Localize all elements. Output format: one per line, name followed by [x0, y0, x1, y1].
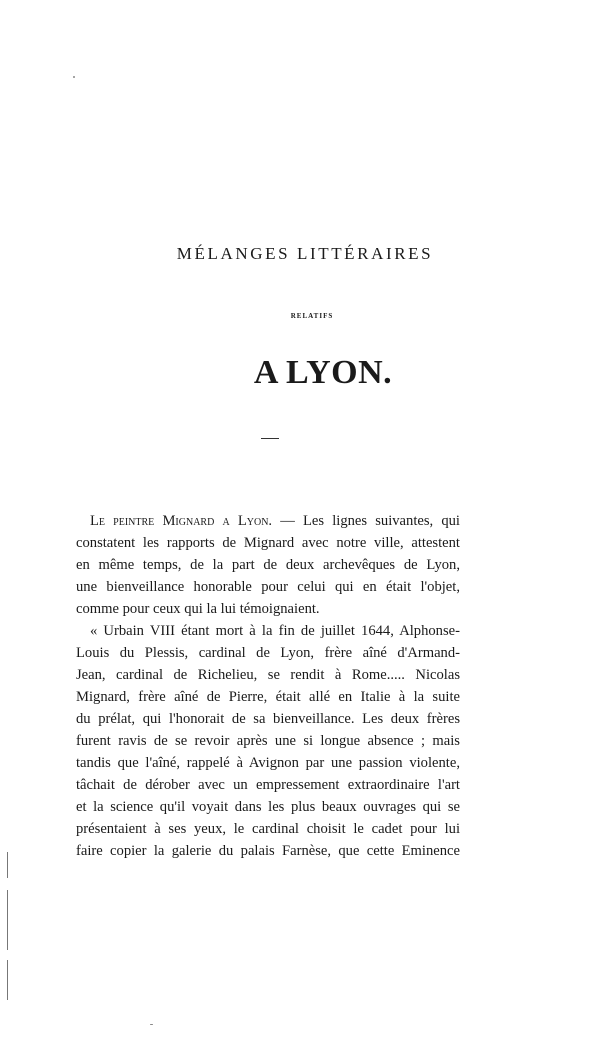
scan-margin-mark — [7, 890, 8, 950]
text-line: tandis que l'aîné, rappelé à Avignon par une passion violente, — [76, 755, 460, 771]
text-line: tâchait de dérober avec un empressement extraordinaire l'art — [76, 777, 460, 793]
page-subtitle: RELATIFS — [290, 312, 334, 320]
text-line: du prélat, qui l'honorait de sa bienveillance. Les deux frères — [76, 711, 460, 727]
page-title: MÉLANGES LITTÉRAIRES — [176, 244, 434, 263]
section-divider — [261, 438, 279, 439]
text-line — [76, 510, 460, 532]
lead-dash: — — [272, 513, 303, 529]
scan-margin-mark — [7, 960, 8, 1000]
text-line: et la science qu'il voyait dans les plus beaux ouvrages qui se — [76, 799, 460, 815]
text-line: « Urbain VIII étant mort à la fin de juillet 1644, Alphonse- — [90, 623, 460, 639]
article-lead-title: Le peintre Mignard a Lyon. — [90, 513, 273, 529]
text-line: comme pour ceux qui la lui témoignaient. — [76, 601, 320, 617]
text-line: une bienveillance honorable pour celui qui en était l'objet, — [76, 579, 460, 595]
text-line: Louis du Plessis, cardinal de Lyon, frère aîné d'Armand- — [76, 645, 460, 661]
text-line: Jean, cardinal de Richelieu, se rendit à Rome..... Nicolas — [76, 667, 460, 683]
text-line: Mignard, frère aîné de Pierre, était allé en Italie à la suite — [76, 689, 460, 705]
page-heading-lyon: A LYON. — [253, 354, 393, 391]
text-line: furent ravis de se revoir après une si longue absence ; mais — [76, 733, 460, 749]
scan-margin-mark — [7, 852, 8, 878]
text-line: en même temps, de la part de deux archevêques de Lyon, — [76, 557, 460, 573]
scan-speck — [73, 76, 75, 78]
body-text — [76, 510, 460, 862]
scan-speck — [150, 1024, 153, 1025]
text-line-content: Les lignes suivantes, qui — [302, 513, 460, 529]
text-line: constatent les rapports de Mignard avec notre ville, attestent — [76, 535, 460, 551]
text-line: faire copier la galerie du palais Farnèse, que cette Eminence — [76, 843, 460, 859]
text-line: présentaient à ses yeux, le cardinal choisit le cadet pour lui — [76, 821, 460, 837]
